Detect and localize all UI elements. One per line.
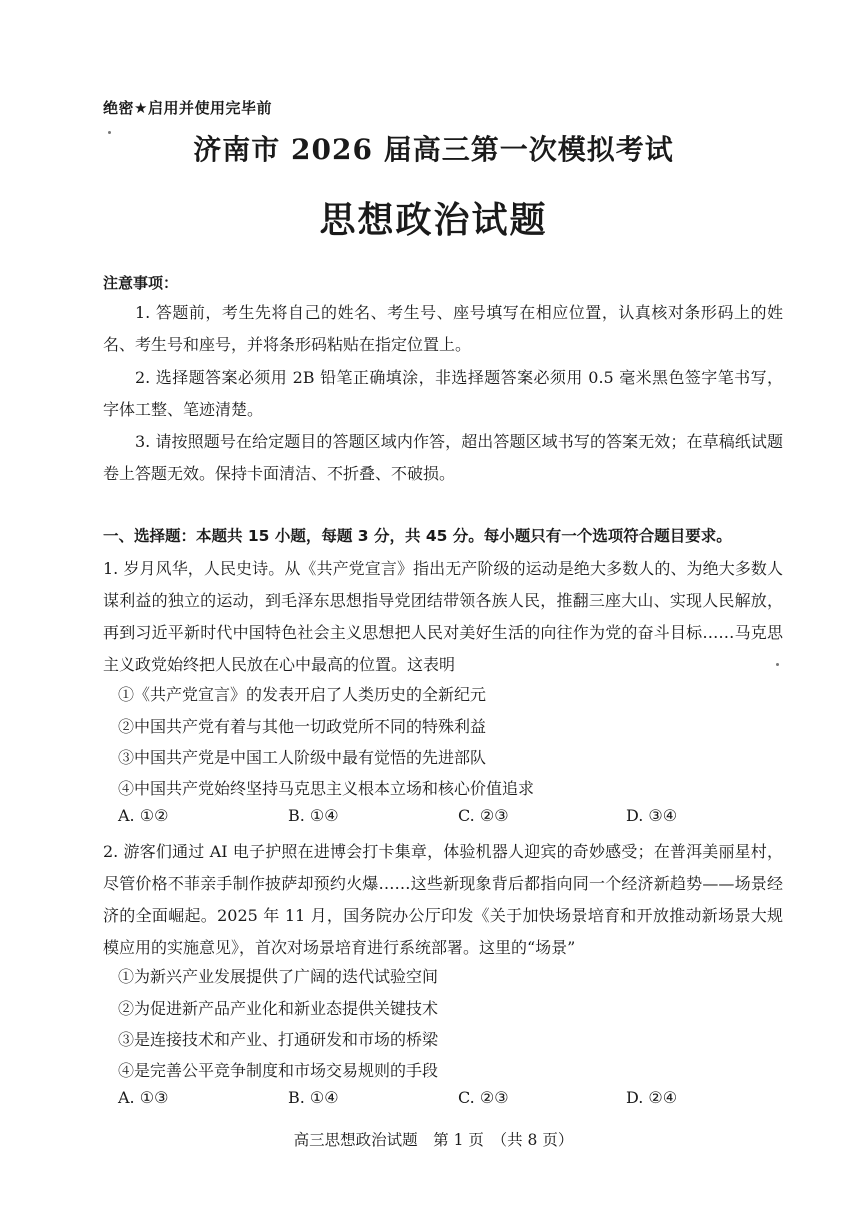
choice-b: B. ①④	[288, 806, 339, 825]
choice-c: C. ②③	[458, 1088, 509, 1107]
exam-title: 济南市 2026 届高三第一次模拟考试	[193, 133, 674, 166]
question-2-stem: 2. 游客们通过 AI 电子护照在进博会打卡集章，体验机器人迎宾的奇妙感受；在普洱美丽星村，尽管价格不菲亲手制作披萨却预约火爆……这些新现象背后都指向同一个经济新趋势——场景经济的全面崛起。2025 年 11 月，国务院办公厅印发《关于加快场景培育和开放推动新场景大规模应用的实施意见》，首次对场景培育进行系统部署。这里的“场景”	[103, 842, 783, 957]
question-1-choices	[118, 806, 718, 836]
question-1-option: ③中国共产党是中国工人阶级中最有觉悟的先进部队	[118, 748, 487, 767]
choice-d: D. ②④	[626, 1088, 678, 1107]
question-1-stem: 1. 岁月风华，人民史诗。从《共产党宣言》指出无产阶级的运动是绝大多数人的、为绝大多数人谋利益的独立的运动，到毛泽东思想指导党团结带领各族人民，推翻三座大山、实现人民解放，再到习近平新时代中国特色社会主义思想把人民对美好生活的向往作为党的奋斗目标……马克思主义政党始终把人民放在心中最高的位置。这表明	[103, 559, 783, 674]
confidential-label: 绝密★启用并使用完毕前	[103, 99, 272, 117]
question-2-choices	[118, 1088, 718, 1118]
question-2-option: ④是完善公平竞争制度和市场交易规则的手段	[118, 1061, 439, 1080]
choice-a: A. ①②	[118, 806, 169, 825]
page-footer: 高三思想政治试题 第 1 页 （共 8 页）	[293, 1131, 574, 1149]
question-1-option: ④中国共产党始终坚持马克思主义根本立场和核心价值追求	[118, 779, 535, 798]
notice-item: 2. 选择题答案必须用 2B 铅笔正确填涂，非选择题答案必须用 0.5 毫米黑色签字笔书写，字体工整、笔迹清楚。	[103, 368, 783, 419]
subject-title: 思想政治试题	[319, 200, 548, 241]
question-2-option: ①为新兴产业发展提供了广阔的迭代试验空间	[118, 967, 439, 986]
question-2-option: ②为促进新产品产业化和新业态提供关键技术	[118, 999, 439, 1018]
choice-b: B. ①④	[288, 1088, 339, 1107]
notice-item: 1. 答题前，考生先将自己的姓名、考生号、座号填写在相应位置，认真核对条形码上的姓名、考生号和座号，并将条形码粘贴在指定位置上。	[103, 303, 783, 354]
choice-c: C. ②③	[458, 806, 509, 825]
question-2-option: ③是连接技术和产业、打通研发和市场的桥梁	[118, 1030, 439, 1049]
question-1-option: ②中国共产党有着与其他一切政党所不同的特殊利益	[118, 717, 487, 736]
choice-d: D. ③④	[626, 806, 678, 825]
notice-item: 3. 请按照题号在给定题目的答题区域内作答，超出答题区域书写的答案无效；在草稿纸试题卷上答题无效。保持卡面清洁、不折叠、不破损。	[103, 432, 783, 483]
notice-heading: 注意事项：	[103, 274, 179, 292]
section-heading: 一、选择题：本题共 15 小题，每题 3 分，共 45 分。每小题只有一个选项符合题目要求。	[103, 527, 732, 545]
question-1-option: ①《共产党宣言》的发表开启了人类历史的全新纪元	[118, 685, 487, 704]
choice-a: A. ①③	[118, 1088, 169, 1107]
